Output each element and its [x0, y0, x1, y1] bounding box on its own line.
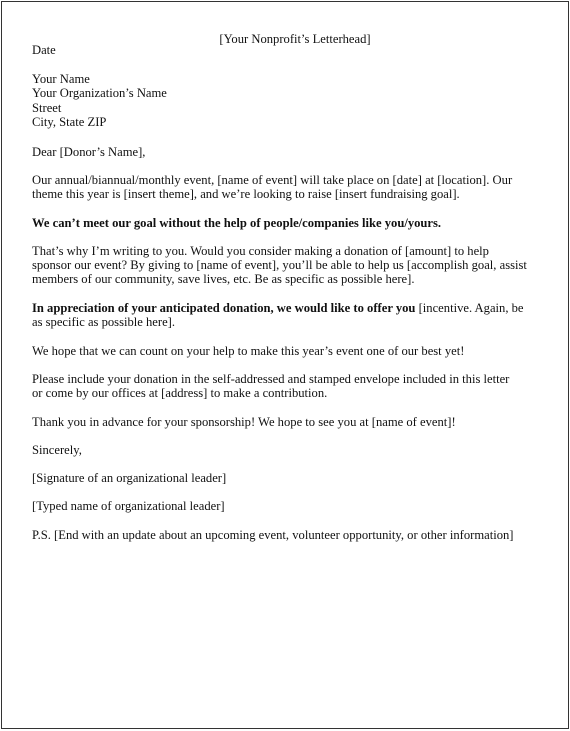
- paragraph-4-bold-text: In appreciation of your anticipated donation, we would like to offer you: [32, 301, 416, 315]
- salutation: Dear [Donor’s Name],: [32, 145, 146, 159]
- letterhead: [Your Nonprofit’s Letterhead]: [219, 32, 371, 46]
- date-line: Date: [32, 43, 56, 57]
- postscript: P.S. [End with an update about an upcoming event, volunteer opportunity, or other information]: [32, 528, 514, 542]
- typed-name-placeholder: [Typed name of organizational leader]: [32, 499, 225, 513]
- paragraph-6-line-2: or come by our offices at [address] to make a contribution.: [32, 386, 328, 400]
- sender-name: Your Name: [32, 72, 90, 86]
- closing: Sincerely,: [32, 443, 82, 457]
- paragraph-3-line-2: sponsor our event? By giving to [name of event], you’ll be able to help us [accomplish goal, assist: [32, 258, 527, 272]
- paragraph-4-line-2: as specific as possible here].: [32, 315, 176, 329]
- paragraph-5: We hope that we can count on your help to make this year’s event one of our best yet!: [32, 344, 465, 358]
- paragraph-4-incentive-text: [incentive. Again, be: [415, 301, 524, 315]
- paragraph-1-line-2: theme this year is [insert theme], and we’re looking to raise [insert fundraising goal].: [32, 187, 460, 201]
- paragraph-1-line-1: Our annual/biannual/monthly event, [name of event] will take place on [date] at [location]. Our: [32, 173, 513, 187]
- paragraph-3-line-1: That’s why I’m writing to you. Would you consider making a donation of [amount] to help: [32, 244, 489, 258]
- letter-page: [1, 1, 569, 729]
- paragraph-7: Thank you in advance for your sponsorship! We hope to see you at [name of event]!: [32, 415, 456, 429]
- sender-organization: Your Organization’s Name: [32, 86, 167, 100]
- sender-city-state-zip: City, State ZIP: [32, 115, 107, 129]
- paragraph-3-line-3: members of our community, save lives, etc. Be as specific as possible here].: [32, 272, 415, 286]
- paragraph-6-line-1: Please include your donation in the self-addressed and stamped envelope included in this letter: [32, 372, 510, 386]
- sender-street: Street: [32, 101, 62, 115]
- signature-placeholder: [Signature of an organizational leader]: [32, 471, 227, 485]
- paragraph-4-line-1: [32, 301, 524, 316]
- paragraph-2-bold: We can’t meet our goal without the help of people/companies like you/yours.: [32, 216, 442, 230]
